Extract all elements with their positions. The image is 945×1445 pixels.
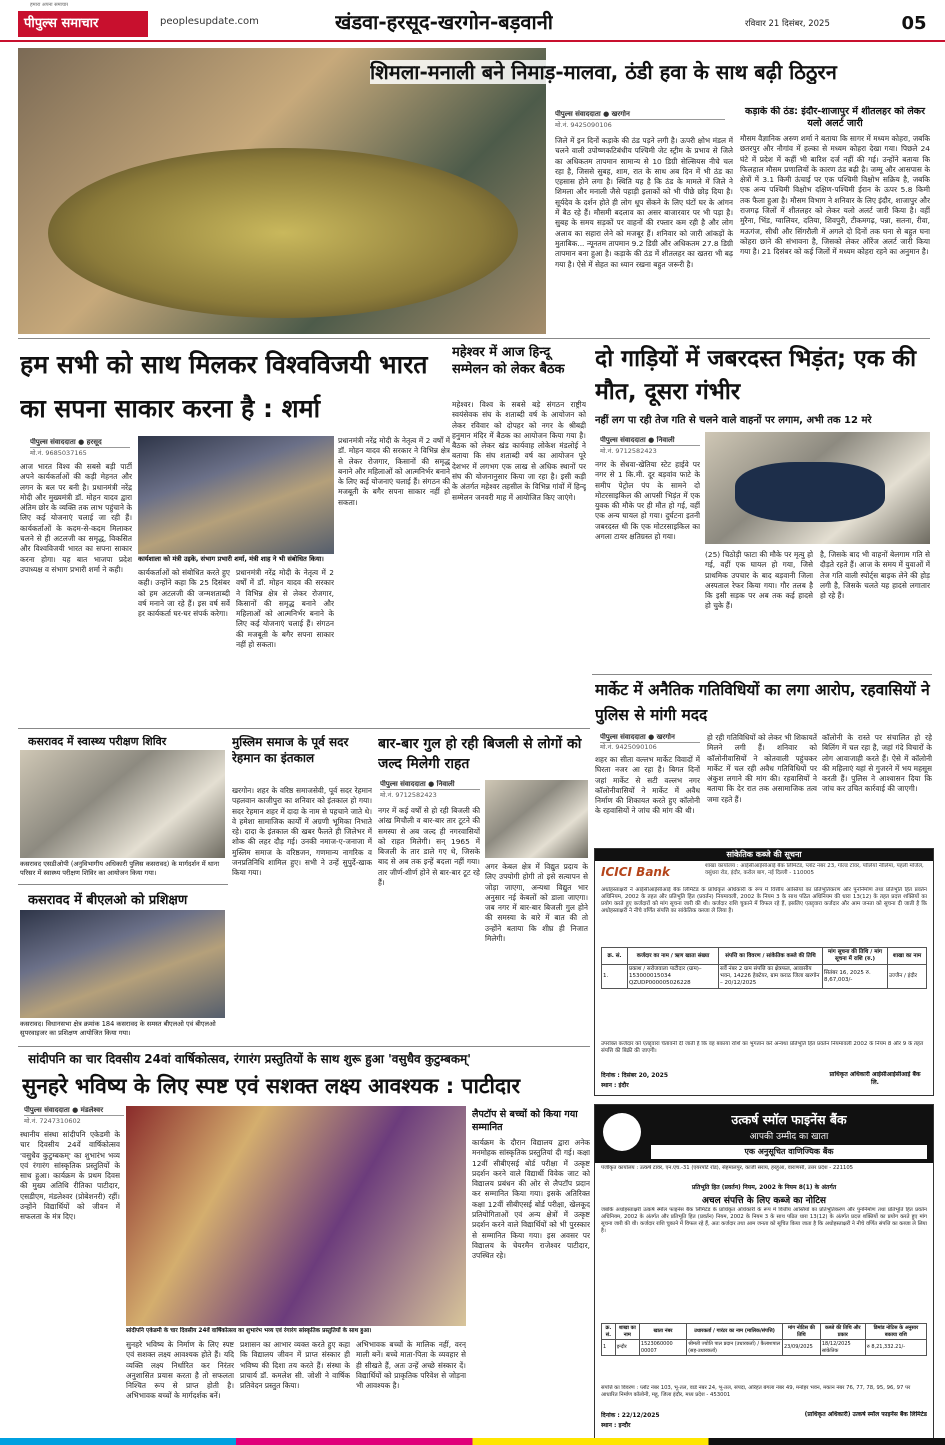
health-photo xyxy=(20,750,225,858)
blo-headline: कसरावद में बीएलओ को प्रशिक्षण xyxy=(28,893,188,908)
power-mobile: मो.नं. 9712582423 xyxy=(380,791,437,799)
utkarsh-th-6: डिमांड नोटिस के अनुसार बकाया राशि xyxy=(865,1324,926,1340)
blo-photo xyxy=(20,910,225,1018)
utkarsh-bank-name: उत्कर्ष स्मॉल फाइनेंस बैंक xyxy=(731,1112,847,1127)
utkarsh-table xyxy=(601,1323,927,1356)
icici-body: अधोहस्ताक्षरी ने आईसीआईसीआई बैंक लिमिटेड के प्राधिकृत अधिकारी के रूप में वित्तीय आस्तियों का प्रतिभूतिकरण और पुनर्निर्माण तथा प्रतिभूति हित प्रवर्तन अधिनियम, 2002 के तहत और प्रतिभूति हित (प्रवर्तन) नियमावली, 2002 के नियम 3 के साथ पठित अधिनियम की धारा 13(12) के तहत प्रदत्त शक्तियों का प्रयोग करते हुए कर्जदारों को मांग सूचना जारी की थी। कर्जदार राशि चुकाने में विफल रहे हैं, इसलिए एतद्द्वारा कर्जदार और आम जनता को सूचना दी जाती है कि अधोहस्ताक्षरी ने नीचे वर्णित संपत्ति का सांकेतिक कब्जा ले लिया है। xyxy=(601,887,927,914)
utkarsh-date: दिनांक : 22/12/2025 xyxy=(601,1412,660,1419)
cooking-pot-image xyxy=(48,148,518,318)
utkarsh-cell: 1523060000 00007 xyxy=(639,1340,686,1356)
table-row xyxy=(602,1340,927,1356)
utkarsh-logo-icon xyxy=(603,1113,641,1151)
lead-photo xyxy=(18,48,546,334)
utkarsh-notice xyxy=(594,1104,934,1439)
icici-signatory: प्राधिकृत अधिकारी आईसीआईसीआई बैंक लि. xyxy=(829,1071,921,1086)
utkarsh-cell: रु 8,21,332.21/- xyxy=(865,1340,926,1356)
accident-photo xyxy=(705,432,930,544)
utkarsh-place: स्थान : इन्दौर xyxy=(601,1422,631,1429)
accident-subhead: नहीं लग पा रही तेज गति से चलने वाले वाहनों पर लगाम, अभी तक 12 मरे xyxy=(595,415,872,426)
utkarsh-th-1: शाखा का नाम xyxy=(615,1324,639,1340)
accident-byline: पीपुल्स संवाददाता ● निवाली xyxy=(600,436,700,446)
accident-mobile: मो.नं. 9712582423 xyxy=(600,447,657,455)
lead-side-headline: कड़ाके की ठंड: इंदौर-शाजापुर में शीतलहर को लेकर यलो अलर्ट जारी xyxy=(745,106,925,129)
utkarsh-th-2: खाता नंबर xyxy=(639,1324,686,1340)
icici-th-1: कर्जदार का नाम / ऋण खाता संख्या xyxy=(628,948,719,965)
masthead-date: रविवार 21 दिसंबर, 2025 xyxy=(745,19,830,29)
utkarsh-body: जबकि अधोहस्ताक्षरी उत्कर्ष स्मॉल फाइनेंस बैंक लिमिटेड के प्राधिकृत अधिकारी के रूप में वित्तीय आस्तियों का प्रतिभूतिकरण और पुनर्निर्माण तथा प्रतिभूति हित प्रवर्तन अधिनियम, 2002 के अंतर्गत और प्रतिभूति हित (प्रवर्तन) नियम, 2002 के नियम 3 के साथ पठित धारा 13(12) के अंतर्गत प्रदत्त शक्तियों का प्रयोग करते हुए मांग सूचना जारी की थी। कर्जदार राशि चुकाने में विफल रहे हैं, अतः कर्जदार तथा आम जनता को सूचित किया जाता है कि अधोहस्ताक्षरी ने नीचे वर्णित संपत्ति का कब्जा ले लिया है। xyxy=(601,1207,927,1234)
sandipani-byline: पीपुल्स संवाददाता ● मंडलेश्वर xyxy=(24,1106,124,1116)
registration-bar xyxy=(0,1438,945,1445)
utkarsh-cell: 1 xyxy=(602,1340,616,1356)
icici-logo: ICICI Bank xyxy=(601,865,670,879)
icici-cell: सर्वे नंबर 2 ग्राम संपत्ति का क्षेत्रफल, आवासीय भवन, 14226 हेक्टेयर, ग्राम कराठ जिला खरगोन – 20/12/2025 xyxy=(719,965,823,989)
utkarsh-slogan: आपकी उम्मीद का खाता xyxy=(749,1132,829,1142)
sandipani-col2: सुनहरे भविष्य के निर्माण के लिए स्पष्ट एवं सशक्त लक्ष्य आवश्यक होते हैं। यदि व्यक्ति लक्ष्य निर्धारित कर निरंतर अनुशासित प्रयास करता है तो सफलता निश्चित रूप से प्राप्त होती है। अभिभावक बच्चों के मार्गदर्शक बनें। xyxy=(126,1340,234,1401)
icici-branch: शाखा कार्यालय : आईसीआईसीआई बैंक लिमिटेड, प्लॉट नंबर 23, गोल्ड टॉवर, पोलियो नीलिमा, पहली मंजिल, वसुंधरा रोड, इंदौर, करोल बाग, नई दिल्ली - 110005 xyxy=(705,863,924,876)
sandipani-caption: सांदीपनि एकेडमी के चार दिवसीय 24वें वार्षिकोत्सव का शुभारंभ भव्य एवं रंगारंग सांस्कृतिक प्रस्तुतियों के साथ हुआ। xyxy=(126,1327,466,1337)
blo-caption: कसरावद। विधानसभा क्षेत्र क्रमांक 184 कसरावद के समस्त बीएलओ एवं बीएलओ सुपरवाइजर का प्रशिक्षण आयोजित किया गया। xyxy=(20,1020,225,1042)
icici-th-2: संपत्ति का विवरण / सांकेतिक कब्जे की तिथि xyxy=(719,948,823,965)
market-col2: हो रही गतिविधियों को लेकर भी शिकायतें मिलने लगी हैं। शनिवार को कॉलोनीवासियों ने कोतवाली पहुंचकर मार्केट में चल रही अवैध गतिविधियों पर अंकुश लगाने की मांग की। रहवासियों ने बताया कि देर रात तक असामाजिक तत्व जमा रहते हैं। xyxy=(707,733,817,804)
masthead-website[interactable]: peoplesupdate.com xyxy=(160,16,259,27)
icici-table xyxy=(601,947,927,989)
sandipani-col4: अभिभावक बच्चों के मालिक नहीं, वरन् माली बनें। बच्चे माता-पिता के व्यवहार से ही सीखते हैं, अतः उन्हें अच्छे संस्कार दें। विद्यार्थियों को प्राकृतिक परिवेश से जोड़ना भी आवश्यक है। xyxy=(356,1340,466,1391)
lead-byline: पीपुल्स संवाददाता ● खरगोन xyxy=(555,110,725,120)
sandipani-headline: सांदीपनि का चार दिवसीय 24वां वार्षिकोत्सव, रंगारंग प्रस्तुतियों के साथ शुरू हुआ 'वसुधैव कुटुम्बकम्' xyxy=(28,1052,471,1066)
utkarsh-signatory: (प्राधिकृत अधिकारी) उत्कर्ष स्मॉल फाइनेंस बैंक लिमिटेड xyxy=(804,1411,927,1418)
utkarsh-title: अचल संपत्ति के लिए कब्जे का नोटिस xyxy=(702,1196,826,1206)
masthead-region: खंडवा-हरसूद-खरगोन-बड़वानी xyxy=(335,10,553,34)
lead-side-body: मौसम वैज्ञानिक अरुण शर्मा ने बताया कि सागर में मध्यम कोहरा, जबकि छतरपुर और नौगांव में हल्का से मध्यम कोहरा देखा गया। पिछले 24 घंटे में प्रदेश में कहीं भी बारिश दर्ज नहीं की गई। उन्होंने बताया कि फिलहाल मौसम प्रणालियों के कारण ठंड बढ़ी है। जम्मू और आसपास के क्षेत्रों में 3.1 किमी ऊंचाई पर एक पश्चिमी विक्षोभ सक्रिय है, जबकि एक अन्य पश्चिमी विक्षोभ दक्षिण-पश्चिमी ईरान के ऊपर 5.8 किमी तक फैला हुआ है। मौसम विभाग ने शनिवार के लिए इंदौर, शाजापुर और राजगढ़ जिलों में शीतलहर को लेकर यलो अलर्ट जारी किया है। वहीं मुरैना, भिंड, ग्वालियर, दतिया, शिवपुरी, टीकमगढ़, पन्ना, सतना, रीवा, मऊगंज, सीधी और सिंगरौली में अगले दो दिनों तक घना से बहुत घना कोहरा छाने की संभावना है, जिसको लेकर ऑरेंज अलर्ट जारी किया गया है। 21 दिसंबर को कई जिलों में मध्यम कोहरा रहने का अनुमान है। xyxy=(740,134,930,257)
power-byline: पीपुल्स संवाददाता ● निवाली xyxy=(380,780,480,790)
utkarsh-cell: श्रीमती ज्योति पाल प्रदान (उधारकर्ता) / कैलाशपाल (सह-उधारकर्ता) xyxy=(687,1340,783,1356)
page-number: 05 xyxy=(901,13,927,34)
power-col2: अगर केबल क्षेत्र में विद्युत प्रदाय के लिए उपयोगी होगी तो इसे सत्यापन से जोड़ा जाएगा, अन्यथा विद्युत भार अनुसार नई केबलों को डाला जाएगा। जब नगर में बार-बार बिजली गुल होने की समस्या के बारे में बात की तो उन्होंने बताया कि शीघ्र ही निजात मिलेगी। xyxy=(485,862,588,944)
sharma-col3: प्रधानमंत्री नरेंद्र मोदी के नेतृत्व में 2 वर्षों में डॉ. मोहन यादव की सरकार ने विभिन्न क्षेत्र से लेकर रोजगार, किसानों की समृद्ध बनाने और महिलाओं को आत्मनिर्भर बनाने के लिए कई योजनाएं चलाई हैं। संगठन की मजबूती के बगैर सपना साकार नहीं हो सकता। xyxy=(236,568,334,650)
accident-headline: दो गाड़ियों में जबरदस्त भिड़ंत; एक की मौत, दूसरा गंभीर xyxy=(595,346,917,405)
icici-th-3: मांग सूचना की तिथि / मांग सूचना में राशि (रु.) xyxy=(823,948,888,965)
accident-col3: है, जिसके बाद भी वाहनों बेलगाम गति से दौड़ते रहते हैं। आज के समय में युवाओं में तेज गति वाली स्पोर्ट्स बाइक लेने की होड़ लगी है, जिसके चलते यह हादसे लगातार हो रहे हैं। xyxy=(820,550,930,601)
sharma-headline: हम सभी को साथ मिलकर विश्वविजयी भारत का सपना साकार करना है : शर्मा xyxy=(20,350,428,423)
utkarsh-th-4: मांग नोटिस की तिथि xyxy=(783,1324,821,1340)
masthead-tagline: हमारा अपना समाचार xyxy=(30,2,69,8)
sharma-caption: कार्यशाला को मंत्री उइके, संभाग प्रभारी शर्मा, मंत्री शाह ने भी संबोधित किया। xyxy=(138,555,334,565)
utkarsh-property: संपत्ति का विवरण : प्लॉट नंबर 103, भू-तल, वार्ड नंबर 24, भू-तल, संपदा, अरिहंत बंगला नंबर 49, मनोहर भवन, मकान नंबर 76, 77, 78, 95, 96, 97 पर आधारित निर्माण कॉलोनी, महू, जिला इंदौर, मध्य प्रदेश - 453001 xyxy=(601,1385,911,1398)
icici-cell: 1. xyxy=(602,965,628,989)
market-col1: शहर का सीता वल्लभ मार्केट विवादों में घिरता नजर आ रहा है। बिगत दिनों जहां मार्केट से सटी वल्लभ नगर कॉलोनीवासियों ने मार्केट में अवैध निर्माण की शिकायत करते हुए कॉलोनी के रहवासियों ने जांच की मांग की थी। xyxy=(595,755,700,816)
sandipani-photo xyxy=(126,1106,466,1326)
hindu-body: महेश्वर। विश्व के सबसे बड़े संगठन राष्ट्रीय स्वयंसेवक संघ के शताब्दी वर्ष के आयोजन को लेकर रविवार को दोपहर को नगर के श्रीबद्री हनुमान मंदिर में बैठक का आयोजन किया गया है। बैठक को लेकर खंड कार्यवाह लोकेश मंडलोई ने बताया कि संघ शताब्दी वर्ष का आयोजन पूरे देशभर में लगभग एक लाख से अधिक स्थानों पर संघ की योजनानुसार किया जा रहा है। इसी कड़ी के अंतर्गत महेश्वर तहसील के विभिन्न गांवों में हिन्दू सम्मेलन जनवरी माह में आयोजित किए जाएंगे। xyxy=(452,400,586,502)
power-col1: नगर में कई वर्षों से हो रही बिजली की आंख मिचौली व बार-बार तार टूटने की समस्या से अब जल्द ही नगरवासियों को राहत मिलेगी। सन् 1965 में बिजली के तार डाले गए थे, जिसके बाद से अब तक इन्हें बदला नहीं गया। तार जीर्ण-शीर्ण होने से बार-बार टूट रहे हैं। xyxy=(378,806,480,888)
icici-date: दिनांक : दिसंबर 20, 2025 xyxy=(601,1072,668,1079)
lead-mobile: मो.नं. 9425090106 xyxy=(555,121,612,129)
table-row xyxy=(602,965,927,989)
health-headline: कसरावद में स्वास्थ्य परीक्षण शिविर xyxy=(28,735,167,748)
lead-headline: शिमला-मनाली बने निमाड़-मालवा, ठंडी हवा के साथ बढ़ी ठिठुरन xyxy=(370,60,915,84)
market-mobile: मो.नं. 9425090106 xyxy=(600,743,657,751)
power-headline: बार-बार गुल हो रही बिजली से लोगों को जल्द मिलेगी राहत xyxy=(378,736,582,772)
sharma-col1: आज भारत विश्व की सबसे बड़ी पार्टी अपने कार्यकर्ताओं की कड़ी मेहनत और लगन के बल पर बनी है। प्रधानमंत्री नरेंद्र मोदी और मुख्यमंत्री डॉ. मोहन यादव द्वारा अंतिम छोर के व्यक्ति तक लाभ पहुंचाने के लिए कई योजनाएं चलाई जा रही हैं। कार्यकर्ताओं के कदम-से-कदम मिलाकर चलने से ही अटलजी का समृद्ध, विकसित और विश्वविजयी भारत का सपना साकार करना होगा। यह बात भाजपा प्रदेश उपाध्यक्ष व संभाग प्रभारी शर्मा ने कही। xyxy=(20,462,132,574)
utkarsh-th-5: कब्जे की तिथि और प्रकार xyxy=(820,1324,865,1340)
icici-title: सांकेतिक कब्जे की सूचना xyxy=(595,849,933,861)
sandipani-side-body: कार्यक्रम के दौरान विद्यालय द्वारा अनेक मनमोहक सांस्कृतिक प्रस्तुतियां दी गई। कक्षा 12वीं सीबीएसई बोर्ड परीक्षा में उत्कृष्ट प्रदर्शन करने वाले विद्यार्थी विवेक जाट को विद्यालय प्रबंधन की ओर से लैपटॉप प्रदान कर सम्मानित किया गया। इसके अतिरिक्त कक्षा 12वीं सीबीएसई बोर्ड परीक्षा, खेलकूद प्रतियोगिताओं एवं अन्य क्षेत्रों में उत्कृष्ट प्रदर्शन करने वाले विद्यार्थियों को भी पुरस्कार से सम्मानित किया गया। इस अवसर पर विद्यालय के चेयरमैन राजेश्वर पाटीदार, उपस्थित रहे। xyxy=(472,1138,590,1261)
rehman-body: खरगोन। शहर के वरिष्ठ समाजसेवी, पूर्व सदर रेहमान पहलवान काजीपुरा का शनिवार को इंतकाल हो गया। सदर रेहमान शहर में दादा के नाम से पहचाने जाते थे। वे हमेशा सामाजिक कार्यों में अग्रणी भूमिका निभाते रहे। दादा के इंतकाल की खबर फैलते ही जिलेभर में शोक की लहर दौड़ गई। उनकी नमाज-ए-जनाजा में मुस्लिम समाज के वरिष्ठजन, गणमान्य नागरिक व जनप्रतिनिधि शामिल हुए। सभी ने उन्हें सुपुर्दे-खाक किया गया। xyxy=(232,786,372,878)
utkarsh-th-0: क्र. सं. xyxy=(602,1324,616,1340)
masthead xyxy=(0,0,945,42)
sharma-mobile: मो.नं. 9685037165 xyxy=(30,449,87,457)
rehman-headline: मुस्लिम समाज के पूर्व सदर रेहमान का इंतकाल xyxy=(232,735,349,765)
health-caption: कसरावद एसडीओपी (अनुविभागीय अधिकारी पुलिस कसरावद) के मार्गदर्शन में थाना परिसर में स्वास्थ्य परीक्षण शिविर का आयोजन किया गया। xyxy=(20,860,225,882)
utkarsh-cell: 18/12/2025 सांकेतिक xyxy=(820,1340,865,1356)
sandipani-col1: स्थानीय संस्था सांदीपनि एकेडमी के चार दिवसीय 24वें वार्षिकोत्सव 'वसुधैव कुटुम्बकम्' का शुभारंभ भव्य एवं रंगारंग सांस्कृतिक प्रस्तुतियों के साथ हुआ। कार्यक्रम के प्रथम दिवस की मुख्य अतिथि रीतिका पाटीदार, एसडीएम, मंडलेश्वर (प्रोबेशनरी) रहीं। उन्होंने विद्यार्थियों को जीवन में सफलता के मंत्र दिए। xyxy=(20,1130,120,1222)
hindu-headline: महेश्वर में आज हिन्दू सम्मेलन को लेकर बैठक xyxy=(452,345,565,377)
sharma-photo xyxy=(138,436,334,554)
sandipani-side-headline: लैपटॉप से बच्चों को किया गया सम्मानित xyxy=(472,1109,578,1133)
utkarsh-header xyxy=(595,1105,933,1163)
accident-col1: नगर के सेंधवा-खेतिया स्टेट हाईवे पर नगर से 1 कि.मी. दूर बड़वांव फाटे के समीप पेट्रोल पंप के सामने दो मोटरसाइकिल की आपसी भिड़ंत में एक युवक की मौके पर ही मौत हो गई, वहीं एक अन्य घायल हो गया। दुर्घटना इतनी जबरदस्त थी कि एक मोटरसाइकिल का अगला टायर क्षतिग्रस्त हो गया। xyxy=(595,460,700,542)
market-col3: कॉलोनी के रास्ते पर संचालित हो रहे बिलिंग में चल रहा है, जहां गंदे विचारों के लोग आवाजाही करते हैं। ऐसे में कॉलोनी की महिलाएं यहां से गुजरने में भय महसूस करती हैं। पुलिस ने आश्वासन दिया कि जांच कर उचित कार्रवाई की जाएगी। xyxy=(822,733,932,794)
icici-cell: सितंबर 16, 2025 रु. 8,67,003/- xyxy=(823,965,888,989)
icici-notice xyxy=(594,848,934,1096)
market-byline: पीपुल्स संवाददाता ● खरगोन xyxy=(600,733,700,743)
utkarsh-cell: इन्दौर xyxy=(615,1340,639,1356)
power-photo xyxy=(485,780,588,858)
sandipani-subhead: सुनहरे भविष्य के लिए स्पष्ट एवं सशक्त लक्ष्य आवश्यक : पाटीदार xyxy=(22,1074,521,1098)
sandipani-col3: प्रशासन का आभार व्यक्त करते हुए कहा कि विद्यालय जीवन में प्राप्त संस्कार ही भविष्य की दिशा तय करते हैं। संस्था के प्राचार्य डॉ. कमलेश सी. जोशी ने वार्षिक प्रतिवेदन प्रस्तुत किया। xyxy=(240,1340,350,1391)
utkarsh-cell: 23/09/2025 xyxy=(783,1340,821,1356)
utkarsh-subtitle: एक अनुसूचित वाणिज्यिक बैंक xyxy=(651,1145,927,1159)
sharma-col4: प्रधानमंत्री नरेंद्र मोदी के नेतृत्व में 2 वर्षों में डॉ. मोहन यादव की सरकार ने विभिन्न क्षेत्र से लेकर रोजगार, किसानों की समृद्ध बनाने और महिलाओं को आत्मनिर्भर बनाने के लिए कई योजनाएं चलाई हैं। संगठन की मजबूती के बगैर सपना साकार नहीं हो सकता। xyxy=(338,436,450,507)
sandipani-mobile: मो.नं. 7247310602 xyxy=(24,1117,81,1125)
icici-cell: प्रकाश / सरोजवाला पाटीदार (ग्राम)– 153000015034 QZUDP000005026228 xyxy=(628,965,719,989)
motorcycle-image xyxy=(735,462,885,522)
utkarsh-address: पंजीकृत कार्यालय : उत्कर्ष टावर, एन.एच.-31 (एयरपोर्ट रोड), सेहमालपुर, काजी सराय, हरहुआ, वाराणसी, उत्तर प्रदेश - 221105 xyxy=(601,1165,854,1171)
utkarsh-rule-line: प्रतिभूति हित (प्रवर्तन) नियम, 2002 के नियम 8(1) के अंतर्गत xyxy=(691,1184,837,1191)
lead-body: जिले में इन दिनों कड़ाके की ठंड पड़ने लगी है। ऊपरी क्षोभ मंडल में चलने वाली उपोष्णकटिबंधीय पश्चिमी जेट स्ट्रीम के प्रभाव से जिले का अधिकतम तापमान सामान्य से 10 डिग्री सेल्सियस नीचे चल रहा है, जिससे सुबह, शाम, रात के साथ अब दिन में भी ठंड का एहसास होने लगा है। स्थिति यह है कि ठंड के मामले में जिले ने शिमला और मनाली जैसे पहाड़ी इलाकों को भी पीछे छोड़ दिया है। सूर्यदेव के दर्शन होते ही लोग धूप सेंकने के लिए घंटों घर के आंगन में बैठ रहे हैं। मौसमी बदलाव का असर बाजारवार पर भी पड़ा है। सुबह के समय सड़कों पर वाहनों की रफ्तार कम रही है और लोग अलाव का सहारा लेने को मजबूर हैं। शनिवार को जारी आंकड़ों के मुताबिक... न्यूनतम तापमान 9.2 डिग्री और अधिकतम 27.8 डिग्री तापमान बना हुआ है। कड़ाके की ठंड में शीतलहर का खतरा भी बढ़ गया है। ऐसे में सेहत का ध्यान रखना बहुत जरूरी है। xyxy=(555,136,733,269)
icici-cell: उज्जैन / इंदौर xyxy=(888,965,927,989)
icici-th-0: क्र. सं. xyxy=(602,948,628,965)
masthead-logo: पीपुल्स समाचार xyxy=(18,11,148,37)
icici-th-4: शाखा का नाम xyxy=(888,948,927,965)
icici-place: स्थान : इंदौर xyxy=(601,1082,629,1089)
market-headline: मार्केट में अनैतिक गतिविधियों का लगा आरोप, रहवासियों ने पुलिस से मांगी मदद xyxy=(595,681,930,724)
icici-footer: उपरोक्त कर्जदार को एतद्द्वारा चेतावनी दी जाती है कि वह बकाया राशि का भुगतान करे अन्यथा प्रतिभूति हित प्रवर्तन नियमावली 2002 के नियम 8 और 9 के तहत संपत्ति की बिक्री की जाएगी। xyxy=(601,1041,924,1054)
utkarsh-th-3: उधारकर्ता / गारंटर का नाम (मालिक/संपत्ति) xyxy=(687,1324,783,1340)
accident-col2: (25) चिठोड़ी फाटा की मौके पर मृत्यु हो गई, वहीं एक घायल हो गया, जिसे प्राथमिक उपचार के बाद बड़वानी जिला अस्पताल रेफर किया गया। गौर तलब है कि इसी सड़क पर अब तक कई हादसे हो चुके हैं। xyxy=(705,550,813,611)
sharma-byline: पीपुल्स संवाददाता ● हरसूद xyxy=(30,438,130,448)
sharma-col2: कार्यकर्ताओं को संबोधित करते हुए कही। उन्होंने कहा कि 25 दिसंबर को हम अटलजी की जन्मशताब्दी वर्ष मनाने जा रहे हैं। इस वर्ष सर्वे हर कार्यकर्ता घर-घर संपर्क करेगा। xyxy=(138,568,230,619)
